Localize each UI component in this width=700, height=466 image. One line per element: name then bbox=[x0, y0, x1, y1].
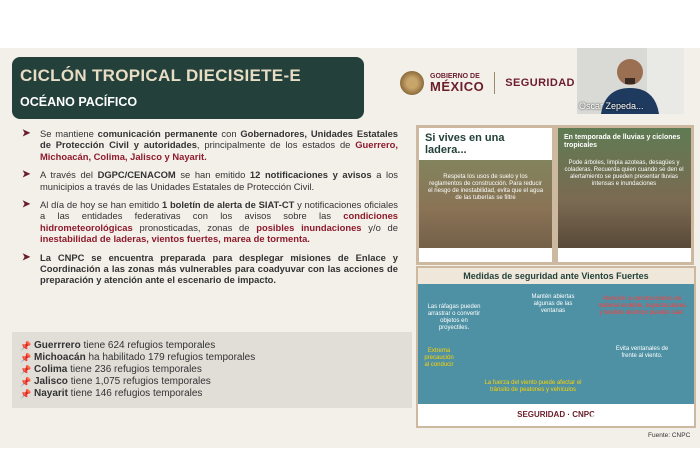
bullet-text: y/o de bbox=[361, 221, 398, 233]
bullet-highlight: inestabilidad de laderas, vientos fuertes, marea de tormenta. bbox=[40, 233, 310, 245]
shelter-state: Jalisco bbox=[34, 376, 68, 387]
top-bar bbox=[0, 0, 700, 48]
shelters-list bbox=[20, 340, 255, 400]
gobierno-small-text: GOBIERNO DE bbox=[430, 73, 480, 80]
slide-subtitle: OCÉANO PACÍFICO bbox=[20, 95, 138, 109]
shelter-text: tiene 146 refugios temporales bbox=[67, 388, 203, 399]
poster-tile: Atención a construcciones de material endeble, espectaculares y tendido eléctrico pueden caer. bbox=[597, 296, 687, 316]
bullet-highlight: condiciones hidrometeorológicas bbox=[40, 210, 398, 233]
bullet-item bbox=[18, 252, 398, 286]
seguridad-text: SEGURIDAD bbox=[505, 77, 575, 89]
bullet-bold: DGPC/CENACOM bbox=[97, 169, 176, 181]
participant-name: Oscar Zepeda... bbox=[579, 101, 644, 111]
poster-tile: Extrema precaución al conducir bbox=[424, 348, 454, 368]
bullet-item bbox=[18, 169, 398, 192]
poster-ladera-footer bbox=[419, 248, 552, 262]
bullet-bold: 1 boletín de alerta de SIAT-CT bbox=[161, 199, 295, 211]
poster-lluvias-text: Pode árboles, limpia azoteas, desagües y coladeras. Recuerda quien cuando se den el alertamiento se pueden presentar lluvias intensas e inundaciones bbox=[564, 160, 684, 187]
shelter-item bbox=[20, 364, 255, 376]
shelter-state: Guerrrero bbox=[34, 340, 81, 351]
poster-tile: La fuerza del viento puede afectar el tránsito de peatones y vehículos bbox=[484, 380, 582, 393]
bullet-bold: 12 notificaciones y avisos bbox=[249, 169, 372, 181]
shelter-state: Nayarit bbox=[34, 388, 68, 399]
shelter-item bbox=[20, 340, 255, 352]
shelter-state: Michoacán bbox=[34, 352, 86, 363]
shelter-item bbox=[20, 376, 255, 388]
bullet-text: Al día de hoy se han emitido bbox=[40, 199, 162, 211]
poster-vientos bbox=[416, 266, 696, 428]
shelter-text: tiene 624 refugios temporales bbox=[80, 340, 216, 351]
source-text: Fuente: CNPC bbox=[648, 432, 691, 439]
bullet-text: y notificaciones oficiales a las entidades federativas con los avisos sobre las bbox=[40, 199, 398, 222]
shelter-item bbox=[20, 352, 255, 364]
shelter-text: tiene 236 refugios temporales bbox=[67, 364, 202, 375]
bullet-bold: comunicación permanente bbox=[97, 128, 218, 139]
pin-icon: 📌 bbox=[20, 353, 32, 363]
poster-ladera-title: Si vives en una ladera... bbox=[419, 128, 552, 160]
shelter-text: ha habilitado 179 refugios temporales bbox=[85, 352, 256, 363]
bullet-highlight: Guerrero, Michoacán, Colima, Jalisco y Nayarit. bbox=[40, 139, 398, 162]
poster-lluvias-title: En temporada de lluvias y ciclones tropicales bbox=[564, 134, 681, 149]
bullet-item bbox=[18, 199, 398, 245]
gobierno-text bbox=[430, 73, 484, 93]
arrow-icon: ➤ bbox=[22, 128, 31, 139]
poster-vientos-footer bbox=[418, 404, 694, 426]
bullet-text: se han emitido bbox=[175, 169, 250, 181]
pin-icon: 📌 bbox=[20, 389, 32, 399]
poster-vientos-footer-text: SEGURIDAD · CNPC bbox=[517, 410, 595, 419]
bullet-text: Se mantiene bbox=[40, 128, 98, 139]
shelter-state: Colima bbox=[34, 364, 68, 375]
poster-tile: Las ráfagas pueden arrastrar o convertir objetos en proyectiles. bbox=[427, 304, 481, 331]
pin-icon: 📌 bbox=[20, 365, 32, 375]
bullet-highlight: posibles inundaciones bbox=[256, 221, 362, 233]
logo-divider bbox=[494, 72, 495, 94]
poster-lluvias bbox=[555, 125, 694, 265]
poster-ladera bbox=[416, 125, 555, 265]
gobierno-logo bbox=[400, 70, 575, 96]
bullet-text: A través del bbox=[40, 169, 98, 181]
poster-tile: Mantén abiertas algunas de las ventanas bbox=[531, 294, 575, 314]
bottom-bar bbox=[0, 448, 700, 466]
arrow-icon: ➤ bbox=[22, 169, 31, 181]
bullet-text: a los municipios a través de las Unidades Estatales de Protección Civil. bbox=[40, 169, 398, 192]
shelter-item bbox=[20, 388, 255, 400]
pin-icon: 📌 bbox=[20, 341, 32, 351]
bullet-bold: La CNPC se encuentra preparada para desplegar misiones de Enlace y Coordinación a las zonas más vulnerables para coadyuvar con las acciones de preparación y atención ante el escenario de impacto. bbox=[40, 251, 398, 286]
poster-vientos-title: Medidas de seguridad ante Vientos Fuertes bbox=[418, 268, 694, 284]
bullet-text: con bbox=[217, 128, 241, 139]
gobierno-big-text: MÉXICO bbox=[430, 79, 485, 94]
pin-icon: 📌 bbox=[20, 377, 32, 387]
zoom-watermark: zoom bbox=[590, 402, 647, 424]
shelter-text: tiene 1,075 refugios temporales bbox=[67, 376, 211, 387]
poster-tile: Evita ventanales de frente al viento. bbox=[615, 346, 669, 359]
bullet-text: , principalmente de los estados de bbox=[196, 139, 356, 151]
arrow-icon: ➤ bbox=[22, 251, 31, 263]
arrow-icon: ➤ bbox=[22, 199, 31, 211]
bullet-list bbox=[18, 128, 398, 293]
poster-lluvias-footer bbox=[558, 248, 691, 262]
poster-ladera-text: Respeta los usos de suelo y los reglamentos de construcción. Para reducir el riesgo de inestabilidad, evita que el agua de las tuberías se filtre bbox=[427, 174, 544, 201]
slide-title: CICLÓN TROPICAL DIECISIETE-E bbox=[20, 66, 302, 85]
bullet-bold: Gobernadores, Unidades Estatales de Protección Civil y autoridades bbox=[40, 128, 398, 151]
bullet-text: pronosticadas, zonas de bbox=[132, 221, 257, 233]
bullet-item bbox=[18, 128, 398, 162]
national-seal-icon bbox=[400, 71, 424, 95]
